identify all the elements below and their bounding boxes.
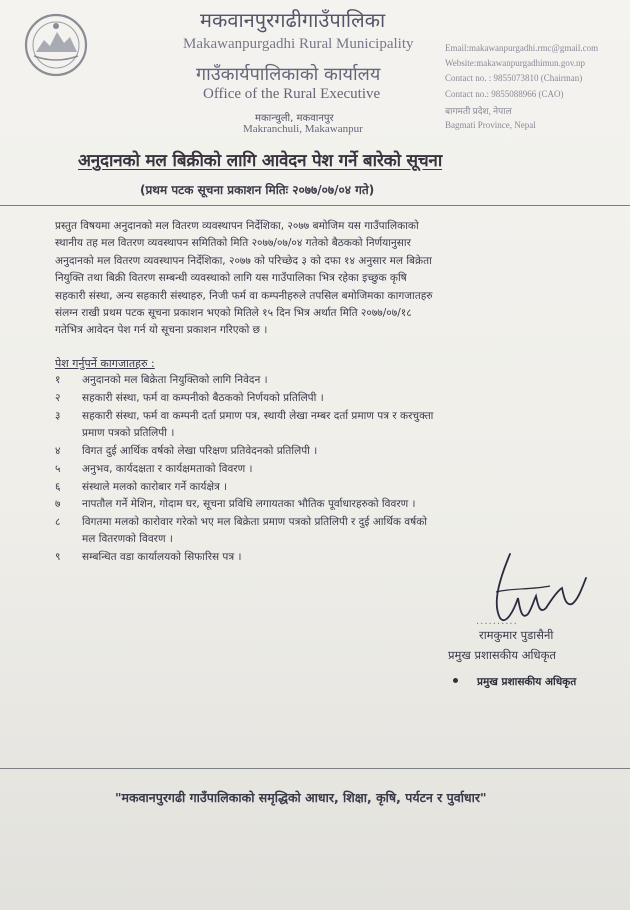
- document-item: [55, 391, 324, 405]
- footer-motto: "मकवानपुरगढी गाउँपालिकाको समृद्धिको आधार, शिक्षा, कृषि, पर्यटन र पुर्वाधार": [115, 790, 487, 805]
- item-text: सम्बन्धित वडा कार्यालयको सिफारिस पत्र ।: [82, 551, 242, 563]
- signer-name: रामकुमार पुडासैनी: [479, 628, 554, 642]
- contact-chairman: Contact no. : 9855073810 (Chairman): [445, 73, 583, 83]
- document-item: [55, 550, 242, 564]
- document-item-continuation: प्रमाण पत्रको प्रतिलिपी ।: [82, 427, 175, 439]
- document-item: [55, 409, 433, 423]
- item-number: ६: [55, 481, 61, 493]
- paragraph-line: प्रस्तुत विषयमा अनुदानको मल वितरण व्यवस्थापन निर्देशिका, २०७७ बमोजिम यस गाउँपालिकाको: [55, 220, 419, 232]
- document-item-continuation: मल वितरणको विवरण ।: [82, 533, 173, 545]
- item-text: सहकारी संस्था, फर्म वा कम्पनी दर्ता प्रमाण पत्र, स्थायी लेखा नम्बर दर्ता प्रमाण पत्र र करचुक्ता: [82, 410, 434, 422]
- notice-body: [55, 218, 590, 340]
- notice-subtitle: (प्रथम पटक सूचना प्रकाशन मितिः २०७७/०७/०४ गते): [140, 183, 375, 197]
- item-text: संस्थाले मलको कारोबार गर्ने कार्यक्षेत्र ।: [82, 481, 228, 493]
- item-text: सहकारी संस्था, फर्म वा कम्पनीको बैठकको निर्णयको प्रतिलिपी ।: [82, 392, 324, 404]
- item-number: ८: [55, 516, 61, 528]
- item-number: २: [55, 392, 61, 404]
- paragraph-line: गतेभित्र आवेदन पेश गर्न यो सूचना प्रकाशन गरिएको छ ।: [55, 324, 268, 337]
- paragraph-line: अनुदानको मल वितरण व्यवस्थापन निर्देशिका, २०७७ को परिच्छेद ३ को दफा १४ अनुसार मल बिक्रेता: [55, 254, 432, 267]
- footer-divider: [0, 768, 630, 769]
- signer-title: प्रमुख प्रशासकीय अधिकृत: [448, 648, 556, 662]
- document-item: [55, 462, 253, 476]
- document-item: [55, 480, 227, 494]
- contact-website: Website:makawanpurgadhimun.gov.np: [445, 58, 585, 68]
- item-number: ७: [55, 498, 61, 510]
- province-english: Bagmati Province, Nepal: [445, 120, 536, 130]
- item-number: ४: [55, 445, 61, 457]
- paragraph-line: सहकारी संस्था, अन्य सहकारी संस्थाहरु, निजी फर्म वा कम्पनीहरुले तपसिल बमोजिमका कागजातहरु: [55, 289, 433, 302]
- document-item: [55, 444, 317, 458]
- document-item: [55, 497, 416, 511]
- paragraph-line: नियुक्ति तथा बिक्री वितरण सम्बन्धी व्यवस्थाको लागि यस गाउँपालिका भित्र रहेका इच्छुक कृषि: [55, 272, 407, 285]
- item-text: विगतमा मलको कारोवार गरेको भए मल बिक्रेता प्रमाण पत्रको प्रतिलिपी र दुई आर्थिक वर्षको: [82, 516, 427, 528]
- province-nepali: बागमती प्रदेश, नेपाल: [445, 106, 512, 116]
- item-number: १: [55, 374, 61, 386]
- municipality-name-nepali: मकवानपुरगढीगाउँपालिका: [200, 8, 386, 32]
- paragraph-line: स्थानीय तह मल वितरण व्यवस्थापन समितिको मिति २०७७/०७/०४ गतेको बैठकको निर्णयानुसार: [55, 237, 411, 250]
- bullet-dot: [453, 678, 458, 683]
- item-number: ३: [55, 410, 61, 422]
- office-name-nepali: गाउँकार्यपालिकाको कार्यालय: [196, 64, 381, 85]
- official-stamp: प्रमुख प्रशासकीय अधिकृत: [477, 676, 577, 688]
- item-text: अनुभव, कार्यदक्षता र कार्यक्षमताको विवरण ।: [82, 463, 253, 475]
- contact-cao: Contact no.: 9855088966 (CAO): [445, 89, 564, 99]
- municipality-name-english: Makawanpurgadhi Rural Municipality: [183, 36, 414, 52]
- contact-email: Email:makawanpurgadhi.rmc@gmail.com: [445, 43, 599, 53]
- documents-heading: पेश गर्नुपर्ने कागजातहरु :: [55, 357, 155, 370]
- address-english: Makranchuli, Makawanpur: [243, 123, 363, 135]
- item-number: ९: [55, 551, 61, 563]
- item-text: नापतौल गर्ने मेशिन, गोदाम घर, सूचना प्रविधि लगायतका भौतिक पूर्वाधारहरुको विवरण ।: [82, 498, 416, 510]
- office-name-english: Office of the Rural Executive: [203, 86, 381, 102]
- paragraph-line: संलग्न राखी प्रथम पटक सूचना प्रकाशन भएको मितिले १५ दिन भित्र अर्थात मिति २०७७/०७/१८: [55, 307, 412, 320]
- document-item: [55, 373, 268, 387]
- address-nepali: मकान्चुली, मकवानपुर: [255, 113, 334, 124]
- municipality-logo: [20, 10, 92, 80]
- item-text: विगत दुई आर्थिक वर्षको लेखा परिक्षण प्रतिवेदनको प्रतिलिपी ।: [82, 445, 318, 457]
- header-divider: [0, 205, 630, 206]
- notice-title: अनुदानको मल बिक्रीको लागि आवेदन पेश गर्ने बारेको सूचना: [78, 151, 443, 171]
- document-item: [55, 515, 427, 529]
- item-number: ५: [55, 463, 61, 475]
- signature-line: ..........: [476, 616, 518, 627]
- item-text: अनुदानको मल बिक्रेता नियुक्तिको लागि निवेदन ।: [82, 374, 268, 386]
